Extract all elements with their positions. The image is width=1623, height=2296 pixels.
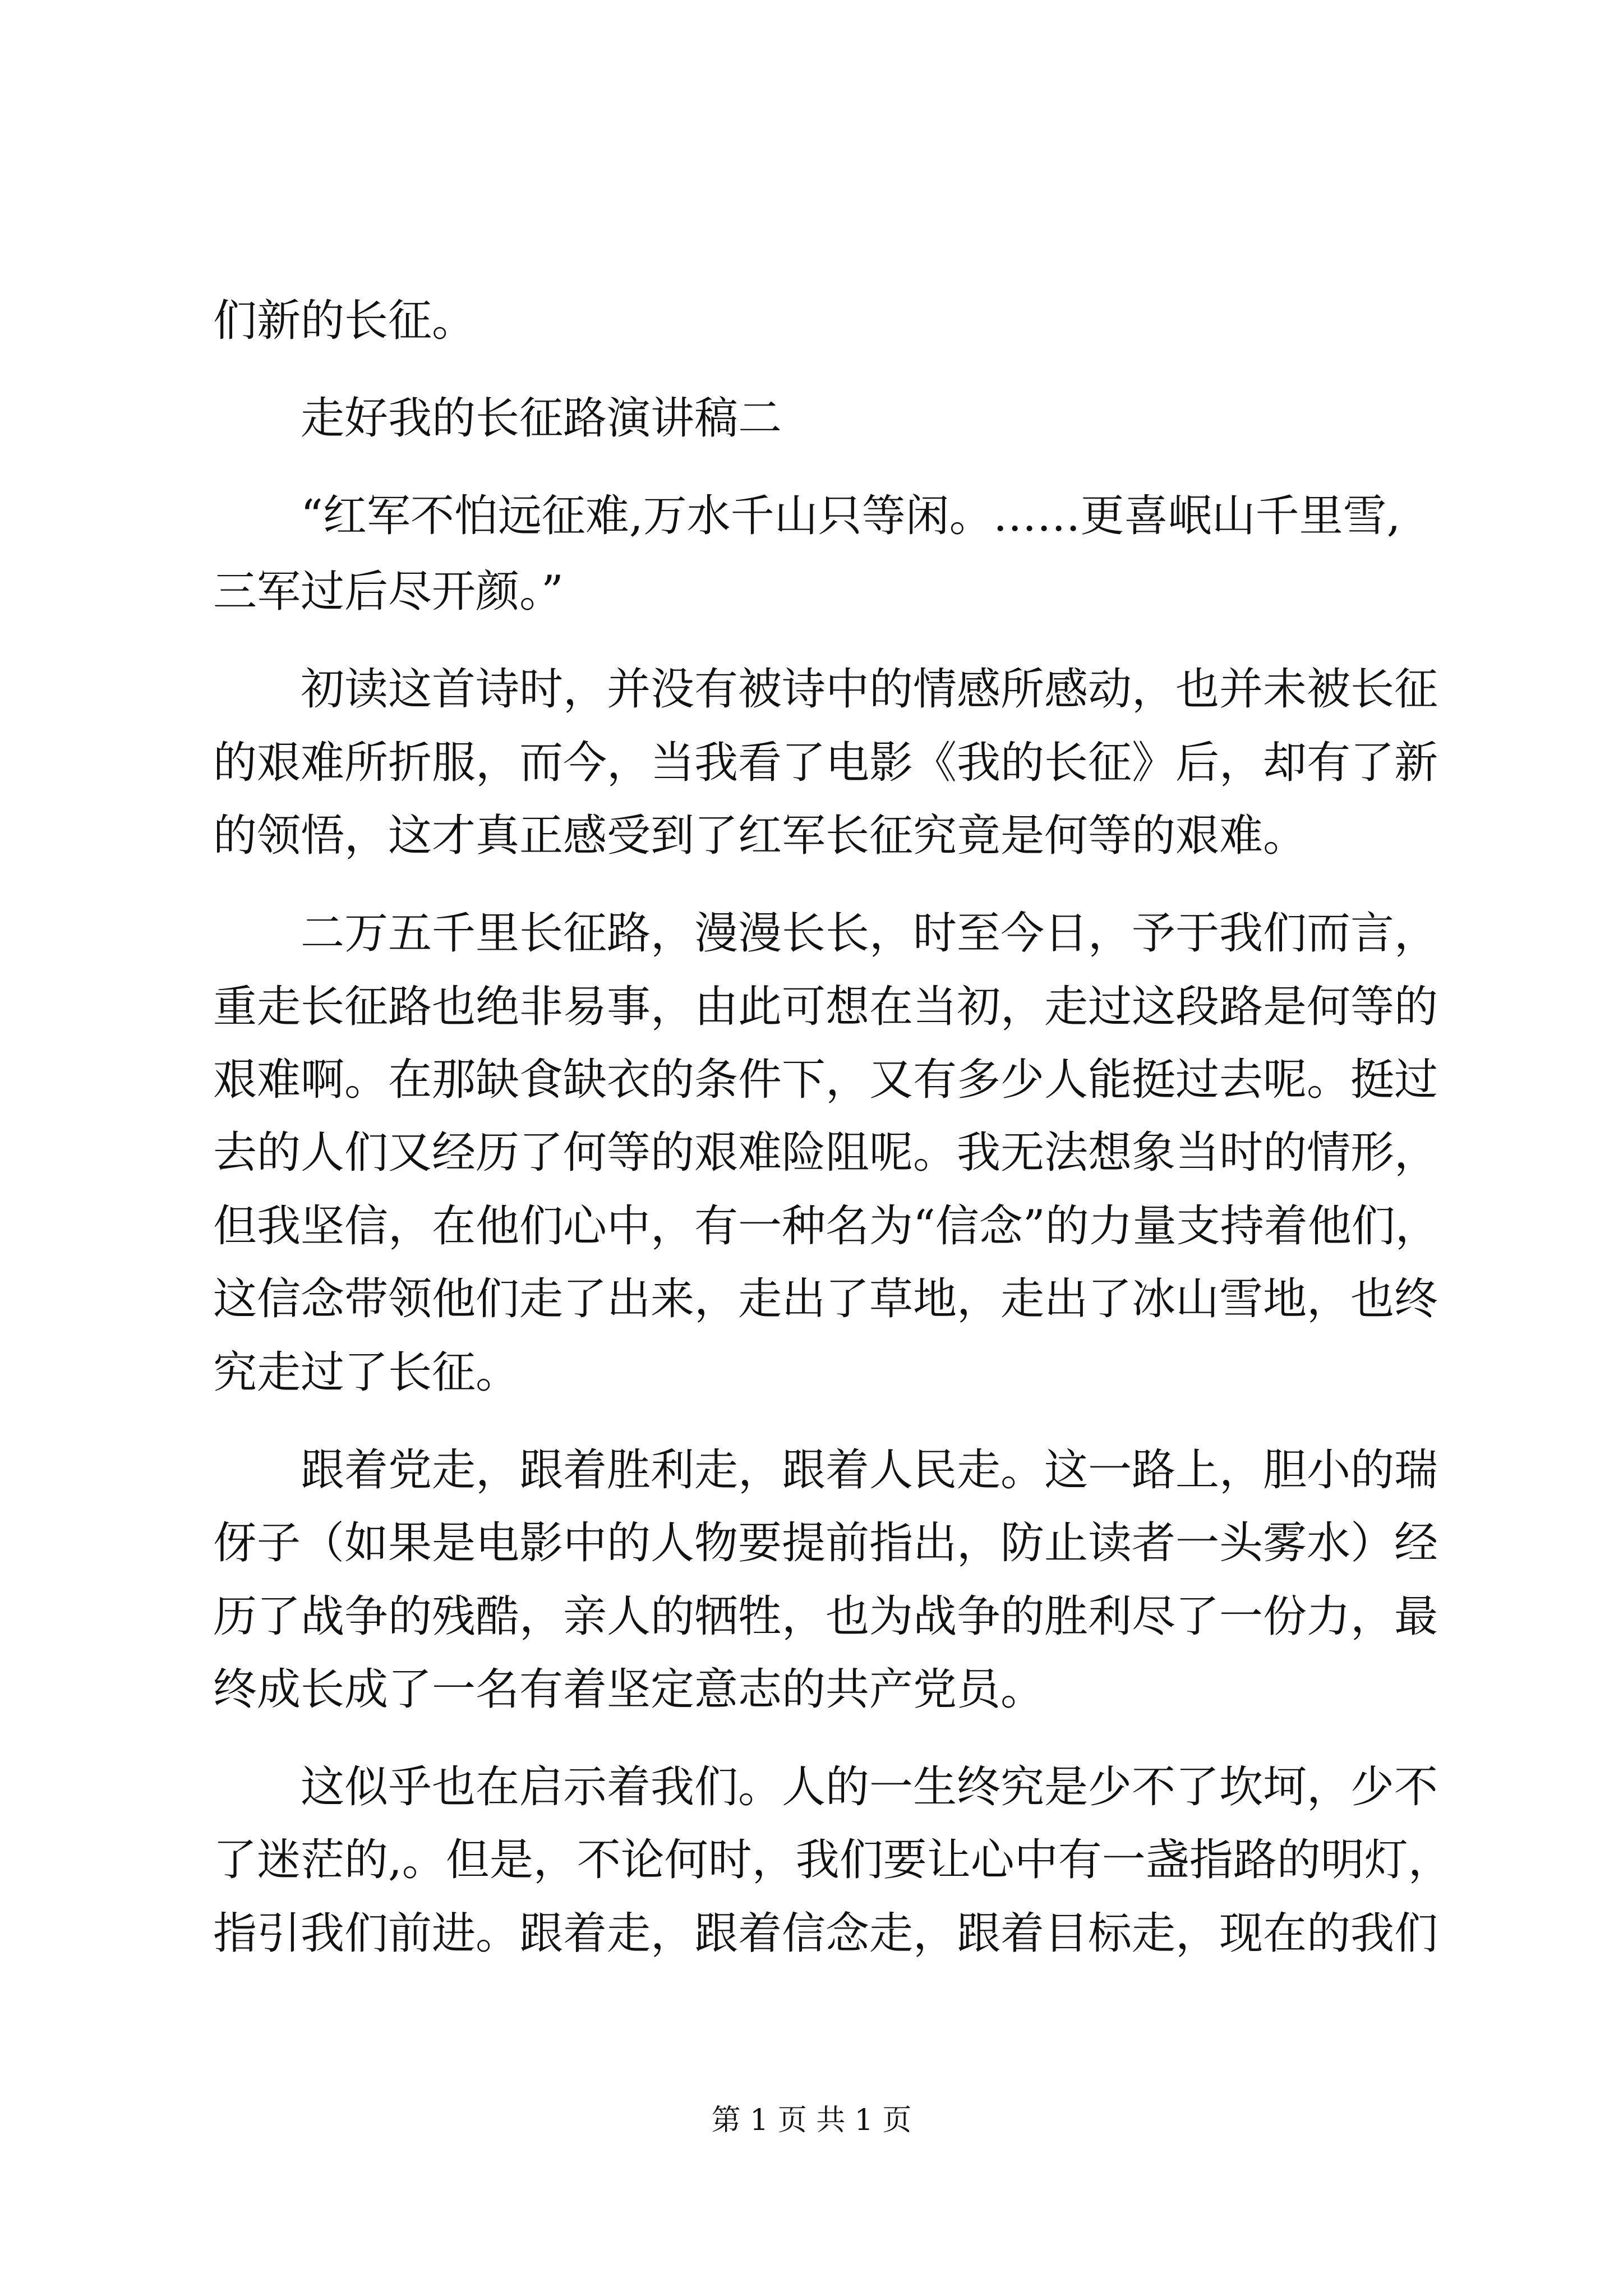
text-line: 艰难啊。在那缺食缺衣的条件下，又有多少人能挺过去呢。挺过 <box>213 1055 1438 1105</box>
text-line: 究走过了长征。 <box>213 1347 520 1398</box>
text-line: 了迷茫的,。但是，不论何时，我们要让心中有一盏指路的明灯， <box>213 1835 1452 1885</box>
text-line: “红军不怕远征难,万水千山只等闲。……更喜岷山千里雪, <box>213 491 1401 541</box>
text-line: 二万五千里长征路，漫漫长长，时至今日，予于我们而言， <box>213 908 1438 959</box>
text-line: 初读这首诗时，并没有被诗中的情感所感动，也并未被长征 <box>213 664 1438 715</box>
text-line: 跟着党走，跟着胜利走，跟着人民走。这一路上，胆小的瑞 <box>213 1445 1438 1496</box>
text-line: 们新的长征。 <box>213 296 476 346</box>
text-line: 历了战争的残酷，亲人的牺牲，也为战争的胜利尽了一份力，最 <box>213 1591 1438 1642</box>
page-footer: 第 1 页 共 1 页 <box>711 2104 912 2137</box>
text-line: 去的人们又经历了何等的艰难险阻呢。我无法想象当时的情形， <box>213 1128 1438 1178</box>
text-line: 这信念带领他们走了出来，走出了草地，走出了冰山雪地，也终 <box>213 1274 1438 1324</box>
section-heading: 走好我的长征路演讲稿二 <box>213 393 782 444</box>
text-line: 但我坚信，在他们心中，有一种名为“信念”的力量支持着他们， <box>213 1201 1439 1251</box>
text-line: 三军过后尽开颜。” <box>213 567 564 617</box>
text-line: 的领悟，这才真正感受到了红军长征究竟是何等的艰难。 <box>213 811 1307 861</box>
text-line: 重走长征路也绝非易事，由此可想在当初，走过这段路是何等的 <box>213 982 1438 1032</box>
text-line: 终成长成了一名有着坚定意志的共产党员。 <box>213 1664 1045 1715</box>
text-line: 指引我们前进。跟着走，跟着信念走，跟着目标走，现在的我们 <box>213 1908 1438 1959</box>
text-line: 伢子（如果是电影中的人物要提前指出，防止读者一头雾水）经 <box>213 1518 1438 1568</box>
text-line: 这似乎也在启示着我们。人的一生终究是少不了坎坷，少不 <box>213 1762 1438 1812</box>
text-line: 的艰难所折服，而今，当我看了电影《我的长征》后，却有了新 <box>213 738 1438 788</box>
